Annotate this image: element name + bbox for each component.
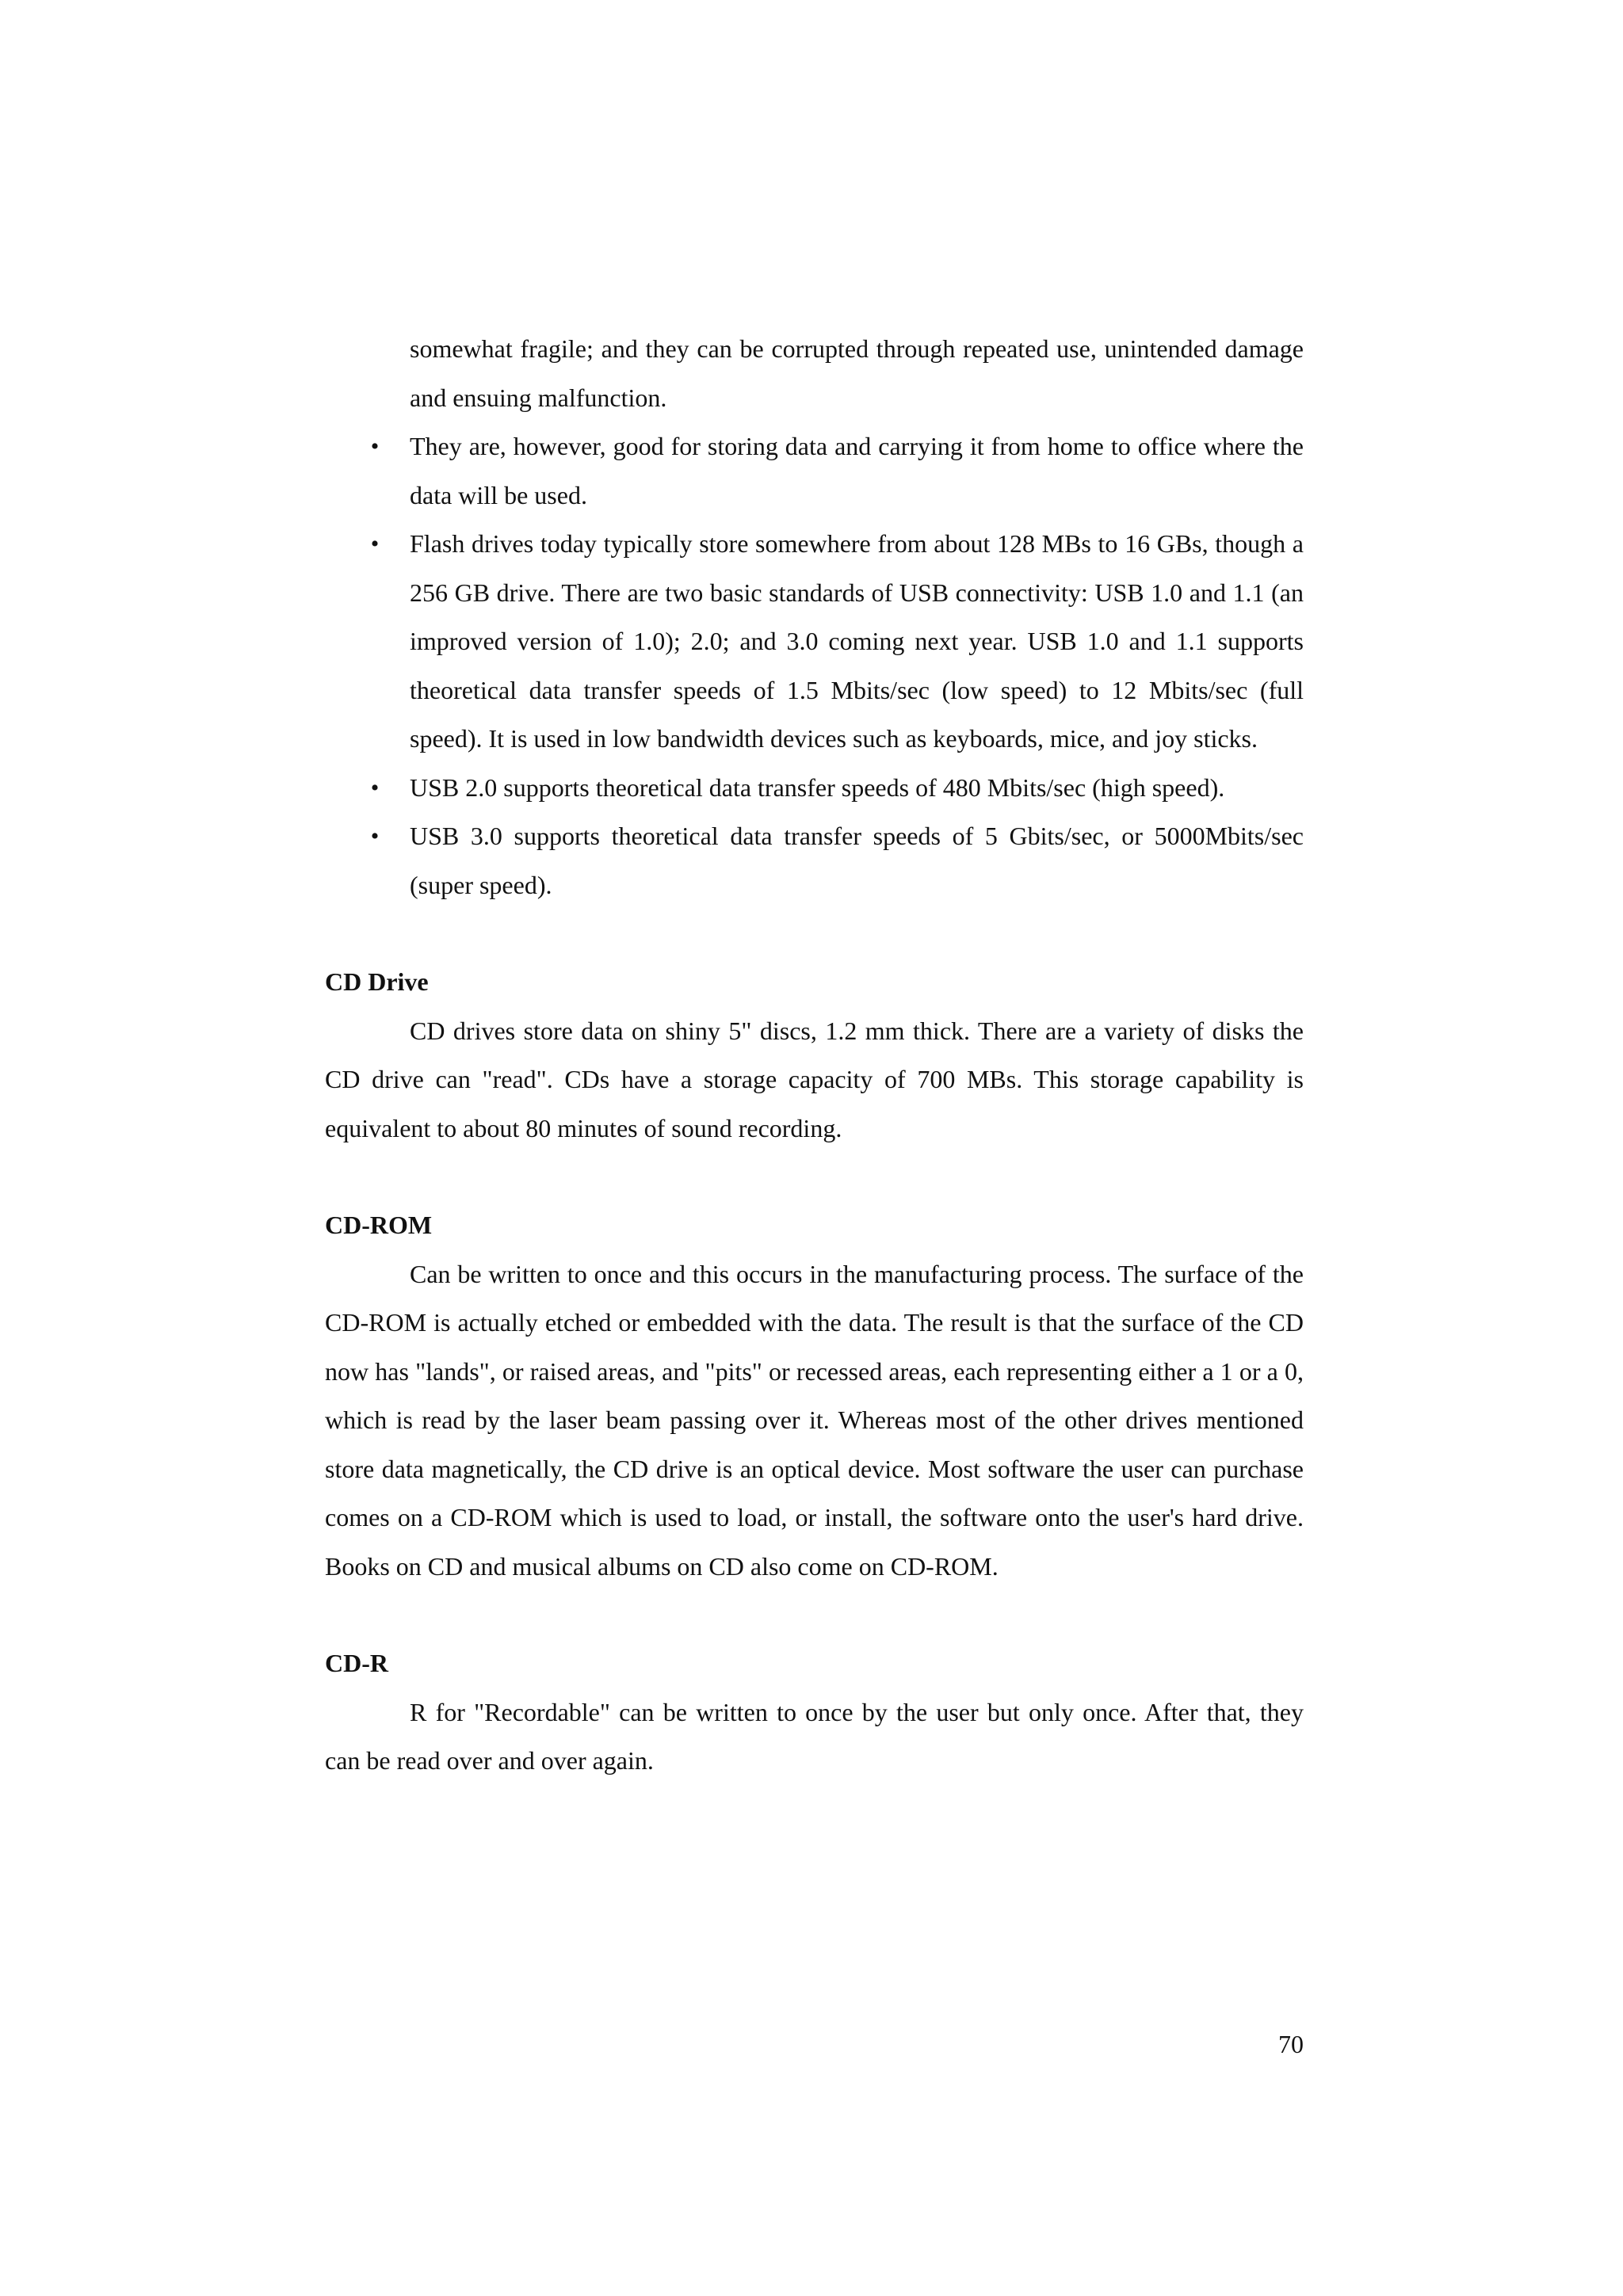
section-heading: CD Drive [325, 967, 429, 996]
bullet-icon: • [370, 531, 380, 557]
section-body: Can be written to once and this occurs in the manufacturing process. The surface of the CD-ROM is actually etched or embedded with the data. The result is that the surface of the CD now has "lands", or raised areas, and "pits" or recessed areas, each representing either a 1 or a 0, which is read by the laser beam passing over it. Whereas most of the other drives mentioned store data magnetically, the CD drive is an optical device. Most software the user can purchase comes on a CD-ROM which is used to load, or install, the software onto the user's hard drive. Books on CD and musical albums on CD also come on CD-ROM. [325, 1259, 1304, 1581]
bullet-icon: • [370, 774, 380, 801]
section-cd-r [325, 1639, 1304, 1786]
bullet-text: They are, however, good for storing data and carrying it from home to office where the data will be used. [410, 432, 1304, 509]
page-content [325, 325, 1304, 1786]
bullet-item-usb-3 [325, 812, 1304, 910]
bullet-text: Flash drives today typically store somewhere from about 128 MBs to 16 GBs, though a 256 GB drive. There are two basic standards of USB connectivity: USB 1.0 and 1.1 (an improved version of 1.0); 2.0; and 3.0 coming next year. USB 1.0 and 1.1 supports theoretical data transfer speeds of 1.5 Mbits/sec (low speed) to 12 Mbits/sec (full speed). It is used in low bandwidth devices such as keyboards, mice, and joy sticks. [410, 529, 1304, 753]
bullet-item-flash-capacity [325, 520, 1304, 764]
section-cd-rom [325, 1201, 1304, 1591]
page-number: 70 [1278, 2030, 1304, 2058]
bullet-item-usb-2 [325, 764, 1304, 813]
bullet-continuation [325, 325, 1304, 422]
bullet-list [325, 325, 1304, 910]
section-heading: CD-ROM [325, 1211, 433, 1239]
bullet-text: USB 2.0 supports theoretical data transfer speeds of 480 Mbits/sec (high speed). [410, 772, 1225, 802]
bullet-text: USB 3.0 supports theoretical data transfer speeds of 5 Gbits/sec, or 5000Mbits/sec (super speed). [410, 822, 1304, 899]
section-body: R for "Recordable" can be written to once by the user but only once. After that, they can be read over and over again. [325, 1697, 1304, 1775]
section-body: CD drives store data on shiny 5" discs, 1.2 mm thick. There are a variety of disks the CD drive can "read". CDs have a storage capacity of 700 MBs. This storage capability is equivalent to about 80 minutes of sound recording. [325, 1016, 1304, 1142]
bullet-item-storage-use [325, 422, 1304, 520]
section-cd-drive [325, 958, 1304, 1153]
bullet-icon: • [370, 823, 380, 849]
section-heading: CD-R [325, 1649, 388, 1677]
bullet-continuation-text: somewhat fragile; and they can be corrupted through repeated use, unintended damage and ensuing malfunction. [410, 334, 1304, 412]
bullet-icon: • [370, 433, 380, 460]
